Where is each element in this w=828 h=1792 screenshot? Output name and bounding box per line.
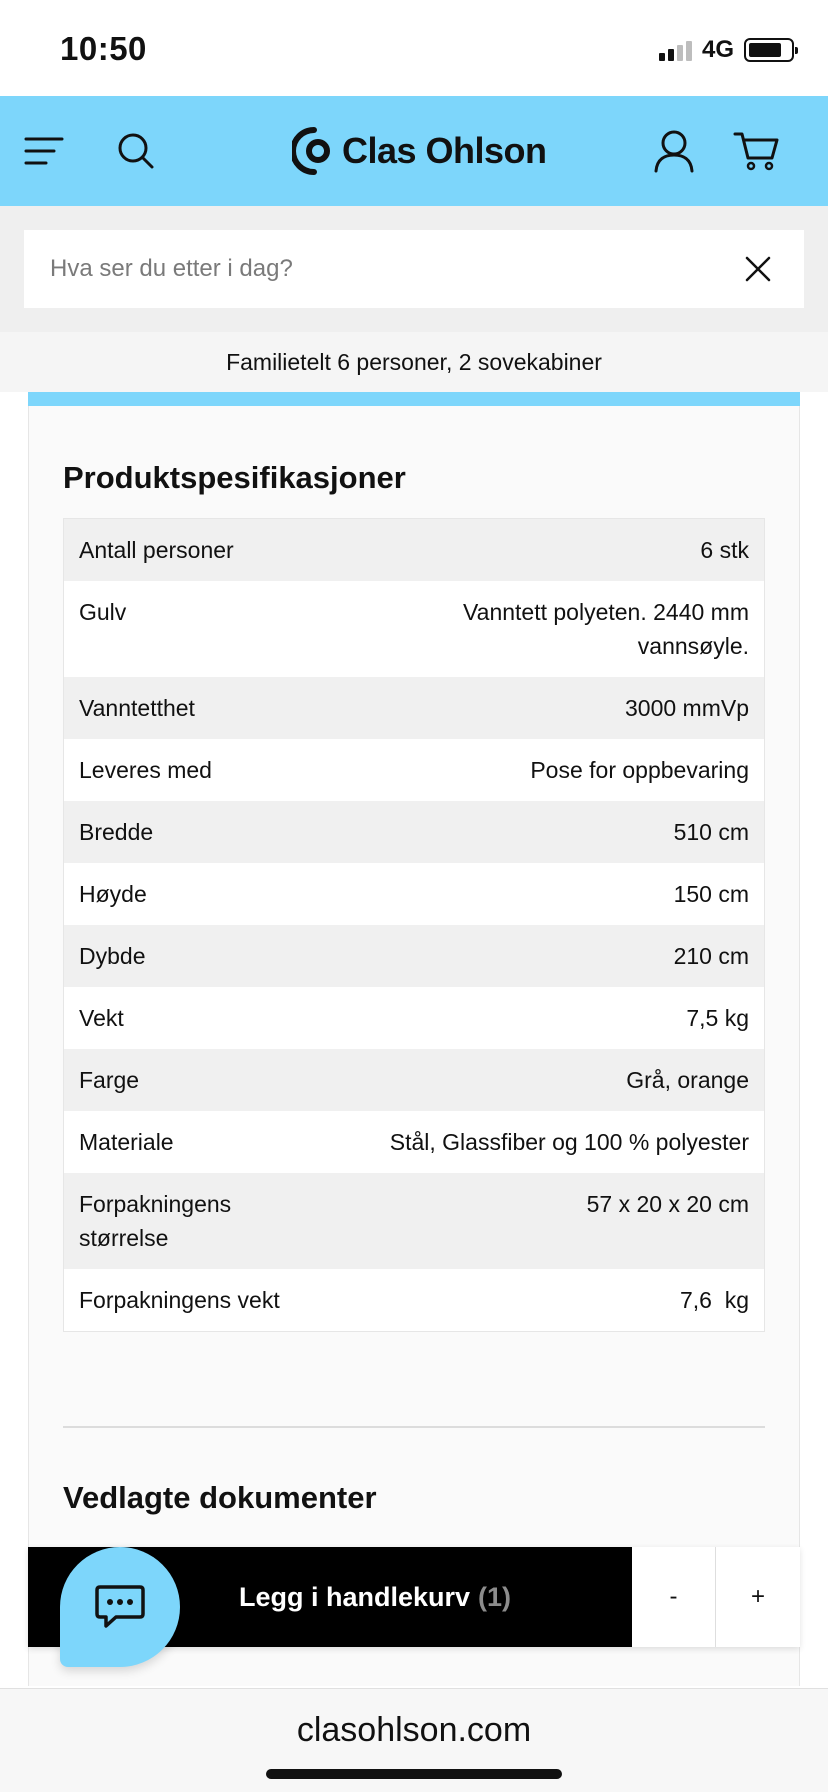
spec-label: Vekt [79,1005,124,1031]
product-details-card [28,406,800,1686]
home-indicator[interactable] [266,1769,562,1779]
spec-value: 6 stk [700,537,749,563]
spec-label: Dybde [79,943,146,969]
battery-fill [749,43,781,57]
url-text[interactable]: clasohlson.com [296,1711,532,1749]
spec-label: Høyde [79,881,147,907]
divider [63,1426,765,1428]
spec-value: Grå, orange [626,1067,749,1093]
table-row [64,581,764,677]
spec-label: Forpakningens vekt [79,1287,280,1313]
search-box [24,230,804,308]
logo[interactable] [292,124,547,178]
spec-value: 7,6 kg [679,1287,749,1313]
search-icon[interactable] [106,96,166,206]
spec-value: 210 cm [673,943,749,969]
spec-label: Materiale [79,1129,174,1155]
spec-label: Farge [79,1067,140,1093]
documents-heading[interactable]: Vedlagte dokumenter [63,1480,377,1515]
battery-icon [744,38,794,62]
spec-label: Vanntetthet [79,695,195,721]
table-row [64,1111,764,1173]
table-row [64,863,764,925]
specs-table [63,518,765,1332]
chat-button[interactable] [60,1547,180,1667]
product-title-bar [0,332,828,392]
cart-icon[interactable] [726,96,786,206]
table-row [64,1173,764,1269]
product-title: Familietelt 6 personer, 2 sovekabiner [226,348,602,375]
user-icon[interactable] [644,96,704,206]
spec-value: Stål, Glassfiber og 100 % polyester [389,1129,749,1155]
spec-label: Antall personer [79,537,234,563]
close-icon[interactable] [738,249,778,289]
search-area [0,206,828,332]
table-row [64,677,764,739]
search-input[interactable] [50,255,738,283]
spec-value: Vanntett polyeten. 2440 mm vannsøyle. [463,599,749,659]
table-row [64,801,764,863]
accent-strip [28,392,800,406]
spec-label: Leveres med [79,757,212,783]
spec-label: Gulv [79,599,127,625]
status-time: 10:50 [60,30,147,67]
network-label: 4G [701,36,734,63]
logo-mark-icon [292,126,334,176]
table-row [64,519,764,581]
spec-value: Pose for oppbevaring [530,757,749,783]
spec-value: 510 cm [673,819,749,845]
cart-quantity-count: (1) [478,1581,512,1612]
browser-url-bar [0,1688,828,1792]
status-bar [0,0,828,96]
spec-value: 57 x 20 x 20 cm [586,1191,749,1217]
table-row [64,987,764,1049]
quantity-decrease-button[interactable]: - [632,1547,716,1647]
quantity-increase-button[interactable]: + [716,1547,800,1647]
signal-icon [659,39,692,61]
logo-text: Clas Ohlson [342,130,547,171]
chat-icon [94,1583,146,1631]
hamburger-menu-icon[interactable] [14,96,74,206]
table-row [64,1049,764,1111]
spec-value: 150 cm [673,881,749,907]
spec-value: 3000 mmVp [624,695,749,721]
spec-value: 7,5 kg [686,1005,749,1031]
status-indicators [659,36,794,64]
table-row [64,1269,764,1331]
site-header [0,96,828,206]
table-row [64,925,764,987]
specs-heading: Produktspesifikasjoner [63,460,406,495]
table-row [64,739,764,801]
spec-label: Forpakningens størrelse [79,1191,232,1251]
add-to-cart-label: Legg i handlekurv [238,1581,471,1612]
spec-label: Bredde [79,819,154,845]
